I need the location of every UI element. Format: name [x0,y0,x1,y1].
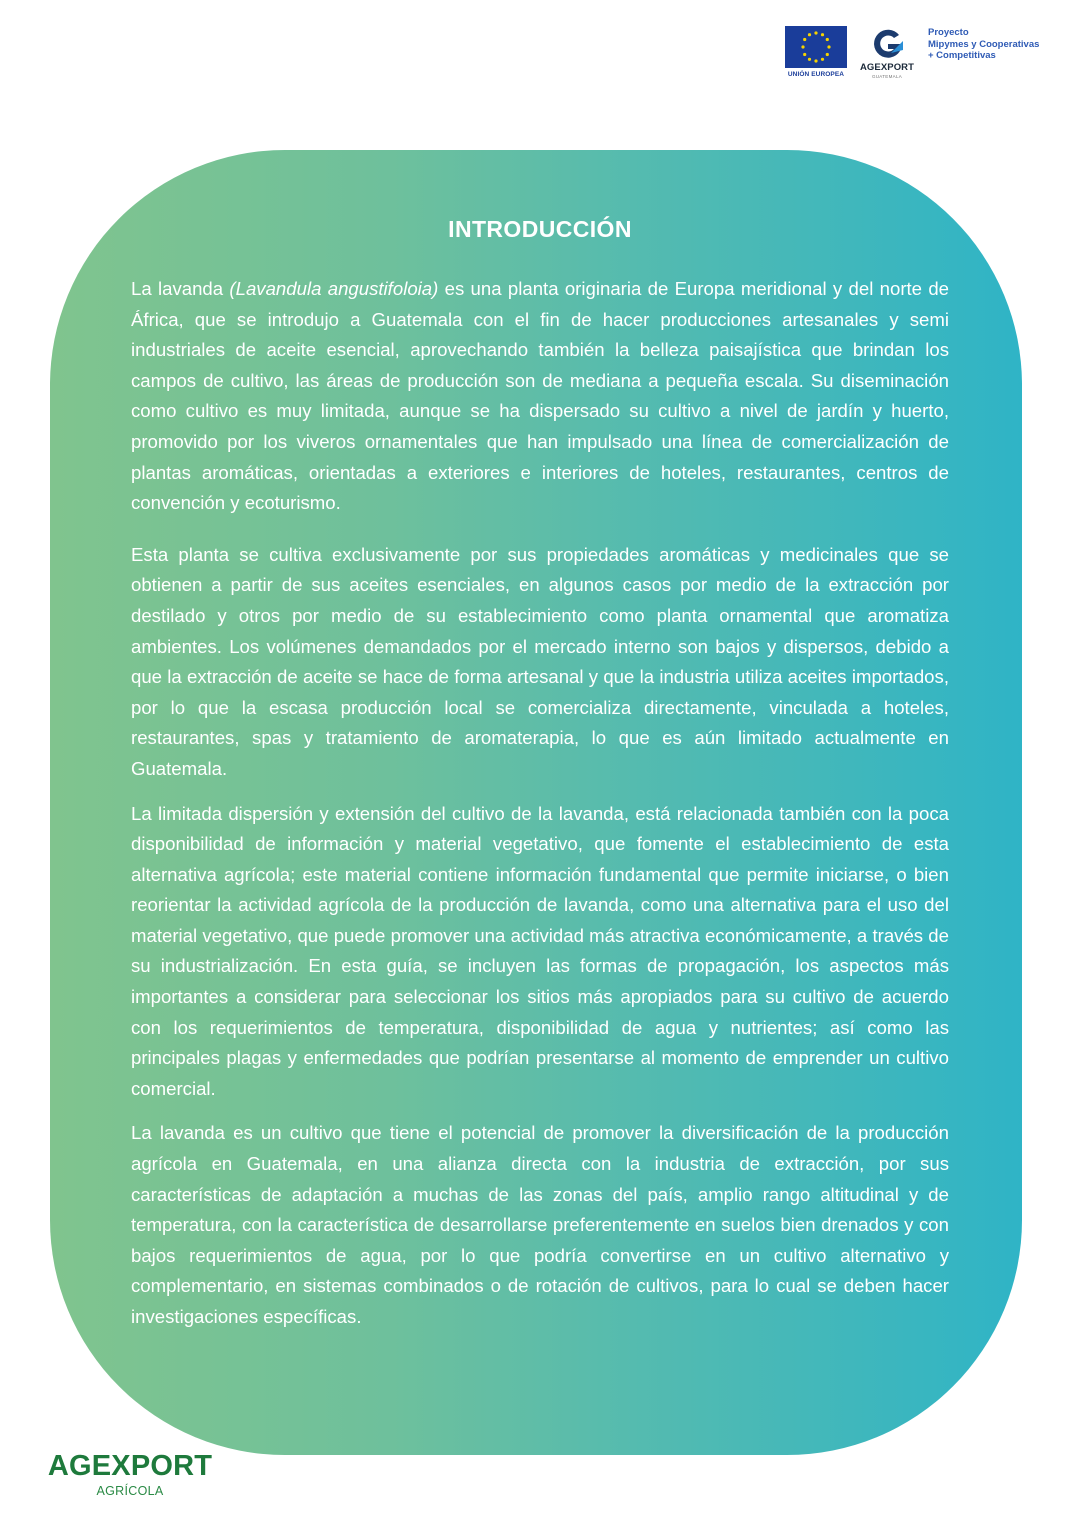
paragraph-1 [131,274,949,519]
agexport-agricola-logo [44,1450,216,1498]
agexport-g-icon [869,26,905,62]
footer-sub: AGRÍCOLA [96,1484,164,1498]
paragraph-3: La limitada dispersión y extensión del cultivo de la lavanda, está relacionada también con la poca disponibilidad de información y material vegetativo, que fomente el establecimiento de esta alternativa agrícola; este material contiene información fundamental que permite iniciarse, o bien reorientar la actividad agrícola de la producción de lavanda, como una alternativa para el uso del material vegetativo, que puede promover una actividad más atractiva económicamente, a través de su industrialización. En esta guía, se incluyen las formas de propagación, los aspectos más importantes a considerar para seleccionar los sitios más apropiados para su cultivo de acuerdo con los requerimientos de temperatura, disponibilidad de agua y nutrientes; así como las principales plagas y enfermedades que podrían presentarse al momento de emprender un cultivo comercial. [131,802,949,1099]
agexport-label: AGEXPORT [859,62,915,73]
header-logos [785,26,1039,79]
paragraph-1-start: La lavanda [131,278,230,299]
agexport-sub-label: GUATEMALA [871,74,903,79]
project-line: Mipymes y Cooperativas [928,38,1040,50]
eu-logo [785,26,847,78]
project-line: + Competitivas [928,50,996,61]
paragraph-1-rest: es una planta originaria de Europa meridional y del norte de África, que se introdujo a Guatemala con el fin de hacer producciones artesanales y semi industriales de aceite esencial, aprovechando también la belleza paisajística que brindan los campos de cultivo, las áreas de producción son de mediana a pequeña escala. Su diseminación como cultivo es muy limitada, aunque se ha dispersado su cultivo a nivel de jardín y huerto, promovido por los viveros ornamentales que han impulsado una línea de comercialización de plantas aromáticas, orientadas a exteriores e interiores de hoteles, restaurantes, centros de convención y ecoturismo. [131,278,949,514]
eu-flag-icon [785,26,847,68]
intro-body [131,274,949,1333]
paragraph-4: La lavanda es un cultivo que tiene el potencial de promover la diversificación de la producción agrícola en Guatemala, en una alianza directa con la industria de extracción, por sus características de adaptación a muchas de las zonas del país, amplio rango altitudinal y de temperatura, con la característica de desarrollarse preferentemente en suelos bien drenados y con bajos requerimientos de agua, por lo que podría convertirse en un cultivo alternativo y complementario, en sistemas combinados o de rotación de cultivos, para lo cual se deben hacer investigaciones específicas. [131,1122,949,1327]
paragraph-2: Esta planta se cultiva exclusivamente por sus propiedades aromáticas y medicinales que se obtienen a partir de sus aceites esenciales, en algunos casos por medio de la extracción por destilado y otros por medio de su establecimiento como planta ornamental que aromatiza ambientes. Los volúmenes demandados por el mercado interno son bajos y dispersos, debido a que la extracción de aceite se hace de forma artesanal y que la industria utiliza aceites importados, por lo que la escasa producción local se comercializa directamente, vinculada a hoteles, restaurantes, spas y tratamiento de aromaterapia, lo que es aún limitado actualmente en Guatemala. [131,543,949,779]
eu-stars-icon [785,26,847,68]
agexport-guatemala-logo [856,26,918,79]
project-line: Proyecto [928,27,969,38]
eu-label: UNIÓN EUROPEA [787,71,845,78]
page-title: INTRODUCCIÓN [448,216,632,242]
footer-brand: AGEXPORT [47,1450,213,1482]
project-label [928,27,1039,62]
scientific-name: (Lavandula angustifoloia) [229,278,439,299]
